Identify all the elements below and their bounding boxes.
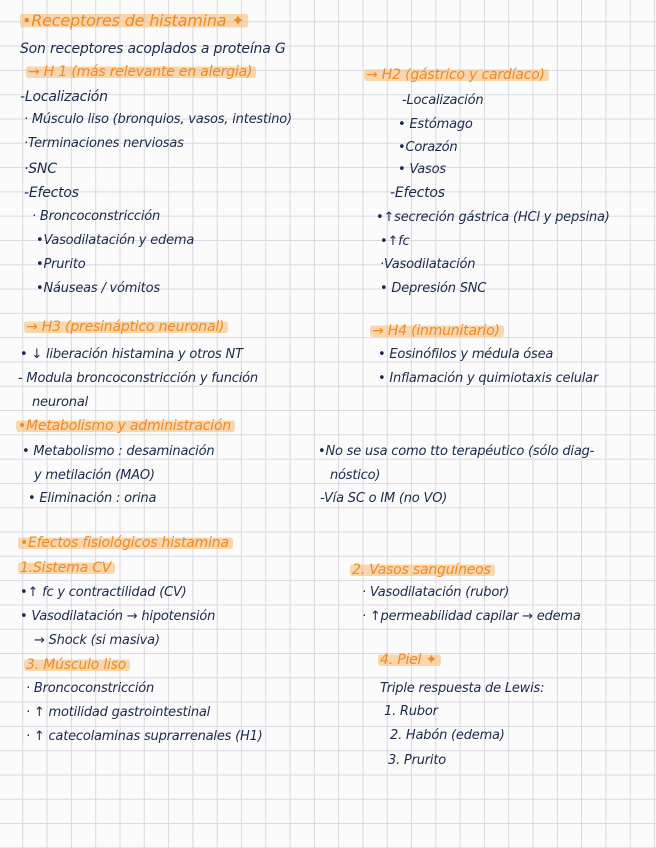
piel-item: 1. Rubor: [384, 704, 438, 719]
sistema-cv-heading: 1.Sistema CV: [18, 559, 115, 577]
h1-eff-item: •Prurito: [36, 257, 86, 272]
h4-heading: → H4 (inmunitario): [370, 322, 504, 340]
h1-loc-item: ·Terminaciones nerviosas: [24, 136, 184, 151]
h1-eff-item: •Vasodilatación y edema: [36, 233, 195, 248]
piel-item: 2. Habón (edema): [390, 728, 505, 743]
h4-item: • Inflamación y quimiotaxis celular: [378, 371, 599, 386]
vasos-heading: 2. Vasos sanguíneos: [350, 561, 495, 579]
h1-eff-item: · Broncoconstricción: [32, 209, 161, 224]
h3-item: neuronal: [32, 395, 88, 410]
musculo-item: · ↑ catecolaminas suprarrenales (H1): [26, 729, 263, 744]
vasos-item: · Vasodilatación (rubor): [362, 585, 510, 600]
musculo-liso-heading: 3. Músculo liso: [24, 656, 130, 674]
h1-loc-item: ·SNC: [24, 161, 57, 177]
administracion-item: -Vía SC o IM (no VO): [320, 491, 448, 506]
h1-eff-item: •Náuseas / vómitos: [36, 281, 160, 296]
page-title: •Receptores de histamina ✦: [20, 12, 248, 30]
piel-item: 3. Prurito: [388, 753, 446, 768]
h2-localizacion-label: -Localización: [402, 93, 484, 108]
intro-text: Son receptores acoplados a proteína G: [20, 41, 286, 57]
musculo-item: · Broncoconstricción: [26, 681, 155, 696]
h1-loc-item: · Músculo liso (bronquios, vasos, intestino): [24, 112, 292, 127]
metabolismo-item: y metilación (MAO): [34, 468, 155, 483]
h2-eff-item: ·Vasodilatación: [380, 257, 476, 272]
h2-eff-item: • Depresión SNC: [380, 281, 487, 296]
vasos-item: · ↑permeabilidad capilar → edema: [362, 609, 581, 624]
cv-item: → Shock (si masiva): [34, 633, 160, 648]
h2-heading: → H2 (gástrico y cardíaco): [364, 66, 549, 84]
piel-heading: 4. Piel ✦: [378, 651, 441, 669]
h2-eff-item: •↑secreción gástrica (HCl y pepsina): [376, 210, 610, 225]
cv-item: • Vasodilatación → hipotensión: [20, 609, 216, 624]
h4-item: • Eosinófilos y médula ósea: [378, 347, 554, 362]
administracion-item: nóstico): [330, 468, 381, 483]
metabolismo-heading: •Metabolismo y administración: [16, 417, 235, 435]
musculo-item: · ↑ motilidad gastrointestinal: [26, 705, 211, 720]
h2-eff-item: •↑fc: [380, 234, 410, 249]
h1-efectos-label: -Efectos: [24, 185, 79, 201]
h3-heading: → H3 (presináptico neuronal): [24, 318, 228, 336]
metabolismo-item: • Metabolismo : desaminación: [22, 444, 215, 459]
administracion-item: •No se usa como tto terapéutico (sólo diag-: [318, 444, 595, 459]
piel-intro: Triple respuesta de Lewis:: [380, 681, 545, 696]
efectos-fisiologicos-heading: •Efectos fisiológicos histamina: [18, 534, 233, 552]
h2-loc-item: •Corazón: [398, 140, 458, 155]
h1-localizacion-label: -Localización: [20, 89, 108, 105]
h2-loc-item: • Vasos: [398, 162, 446, 177]
metabolismo-item: • Eliminación : orina: [28, 491, 157, 506]
cv-item: •↑ fc y contractilidad (CV): [20, 585, 187, 600]
h3-item: - Modula broncoconstricción y función: [18, 371, 258, 386]
h1-heading: → H 1 (más relevante en alergia): [26, 63, 256, 81]
h3-item: • ↓ liberación histamina y otros NT: [20, 347, 243, 362]
h2-loc-item: • Estómago: [398, 117, 473, 132]
h2-efectos-label: -Efectos: [390, 185, 445, 201]
